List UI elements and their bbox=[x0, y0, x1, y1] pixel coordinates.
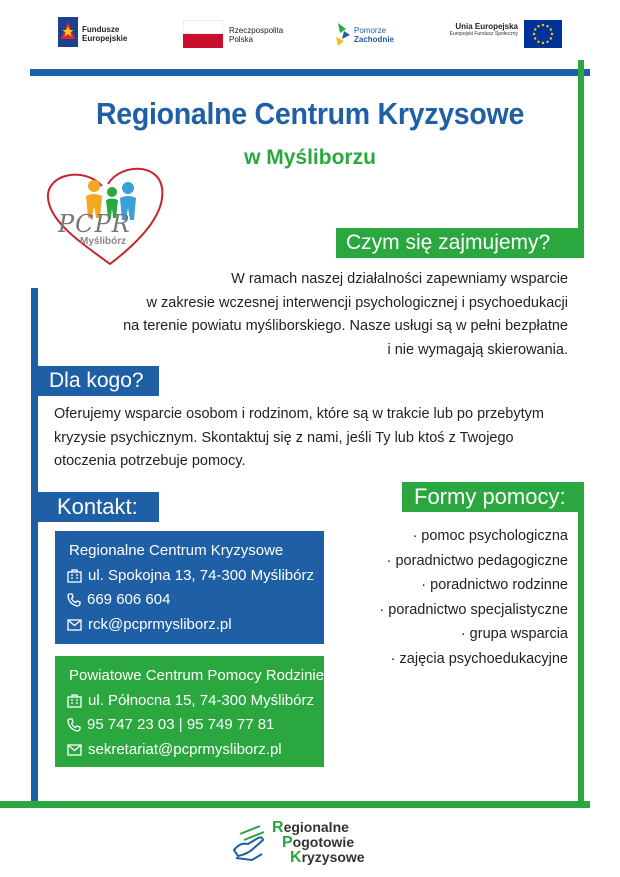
top-blue-bar bbox=[30, 69, 590, 76]
logo-unia-europejska bbox=[430, 17, 570, 51]
contact-box-rck bbox=[55, 531, 324, 644]
pcpr-address: ul. Północna 15, 74-300 Myślibórz bbox=[88, 691, 314, 709]
what-line-1: W ramach naszej działalności zapewniamy wsparcie bbox=[231, 271, 568, 287]
phone-icon bbox=[67, 718, 81, 732]
pcpr-name: PCPR bbox=[58, 210, 131, 238]
who-line-1: Oferujemy wsparcie osobom i rodzinom, które są w trakcie lub po przebytym bbox=[54, 406, 544, 422]
pcpr-logo bbox=[40, 160, 170, 272]
page-subtitle: w Myśliborzu bbox=[244, 146, 376, 169]
pcpr-phone-row bbox=[67, 713, 324, 738]
building-icon bbox=[67, 569, 82, 583]
rck-name: Regionalne Centrum Kryzysowe bbox=[69, 542, 284, 559]
what-line-2: w zakresie wczesnej interwencji psychologicznej i psychoedukacji bbox=[146, 294, 568, 311]
forms-list bbox=[330, 524, 568, 671]
forms-item-6: · zajęcia psychoedukacyjne bbox=[390, 650, 568, 667]
forms-item-2: · poradnictwo pedagogiczne bbox=[386, 552, 568, 569]
pcpr-email-row bbox=[67, 738, 324, 763]
right-green-vertical-bar bbox=[578, 482, 584, 802]
rpk-word-1: egionalne bbox=[283, 819, 349, 835]
rck-phone-row bbox=[67, 588, 324, 613]
pz-line1: Pomorze bbox=[354, 26, 387, 35]
ue-line1: Unia Europejska bbox=[455, 22, 518, 31]
rpk-word-2: ogotowie bbox=[292, 834, 355, 850]
phone-icon bbox=[67, 593, 81, 607]
logo-rzeczpospolita bbox=[183, 17, 303, 51]
rpk-initial-k: K bbox=[290, 849, 302, 866]
ue-line2: Europejski Fundusz Społeczny bbox=[449, 31, 518, 37]
logo-pomorze-zachodnie bbox=[334, 17, 414, 51]
bottom-green-bar bbox=[0, 801, 590, 808]
rpk-word-3: ryzysowe bbox=[301, 849, 365, 865]
heading-czym-sie-zajmujemy: Czym się zajmujemy? bbox=[336, 228, 584, 258]
pcpr-town: Myślibórz bbox=[80, 236, 127, 247]
forms-item-1: · pomoc psychologiczna bbox=[412, 528, 568, 544]
polish-flag-icon bbox=[183, 20, 223, 48]
building-icon bbox=[67, 694, 82, 708]
fe-line1: Fundusze bbox=[82, 25, 120, 34]
rpk-line-3 bbox=[272, 850, 365, 865]
rpk-logo bbox=[230, 818, 400, 868]
fe-line2: Europejskie bbox=[82, 34, 128, 43]
pcpr-address-row bbox=[67, 689, 324, 714]
rpk-line-1 bbox=[272, 820, 365, 835]
page-title: Regionalne Centrum Kryzysowe bbox=[95, 96, 525, 131]
rpk-line-2 bbox=[272, 835, 365, 850]
who-line-3: otoczenia potrzebuje pomocy. bbox=[54, 453, 246, 469]
what-line-4: i nie wymagają skierowania. bbox=[387, 341, 568, 358]
eu-flag-icon bbox=[524, 20, 562, 48]
rp-line2: Polska bbox=[229, 35, 254, 44]
rpk-hands-icon bbox=[230, 820, 268, 862]
rpk-initial-p: P bbox=[282, 834, 293, 851]
forms-item-4: · poradnictwo specjalistyczne bbox=[379, 601, 568, 618]
logo-fundusze-europejskie bbox=[58, 17, 158, 51]
pcpr-phone[interactable]: 95 747 23 03 | 95 749 77 81 bbox=[87, 716, 275, 733]
what-line-3: na terenie powiatu myśliborskiego. Nasze usługi są w pełni bezpłatne bbox=[123, 318, 568, 334]
pz-line2: Zachodnie bbox=[354, 35, 395, 44]
forms-item-3: · poradnictwo rodzinne bbox=[421, 577, 568, 593]
who-text bbox=[54, 403, 594, 474]
rck-email[interactable]: rck@pcprmysliborz.pl bbox=[88, 615, 232, 633]
rck-phone[interactable]: 669 606 604 bbox=[87, 591, 171, 608]
who-line-2: kryzysie psychicznym. Skontaktuj się z nami, jeśli Ty lub ktoś z Twojego bbox=[54, 429, 514, 446]
heading-formy-pomocy: Formy pomocy: bbox=[402, 482, 584, 512]
mail-icon bbox=[67, 619, 82, 631]
pcpr-contact-name: Powiatowe Centrum Pomocy Rodzinie bbox=[69, 667, 325, 684]
what-text bbox=[60, 268, 568, 362]
fundusze-europejskie-icon bbox=[58, 17, 78, 47]
forms-item-5: · grupa wsparcia bbox=[460, 626, 568, 642]
pomorze-zachodnie-icon bbox=[334, 21, 352, 47]
rck-email-row bbox=[67, 613, 324, 638]
rck-address: ul. Spokojna 13, 74-300 Myślibórz bbox=[88, 566, 314, 584]
rp-line1: Rzeczpospolita bbox=[229, 26, 284, 35]
heading-dla-kogo: Dla kogo? bbox=[31, 366, 159, 396]
pcpr-email[interactable]: sekretariat@pcprmysliborz.pl bbox=[88, 740, 282, 758]
heading-kontakt: Kontakt: bbox=[31, 492, 159, 522]
mail-icon bbox=[67, 744, 82, 756]
rpk-initial-r: R bbox=[272, 819, 284, 836]
rck-address-row bbox=[67, 564, 324, 589]
contact-box-pcpr bbox=[55, 656, 324, 767]
